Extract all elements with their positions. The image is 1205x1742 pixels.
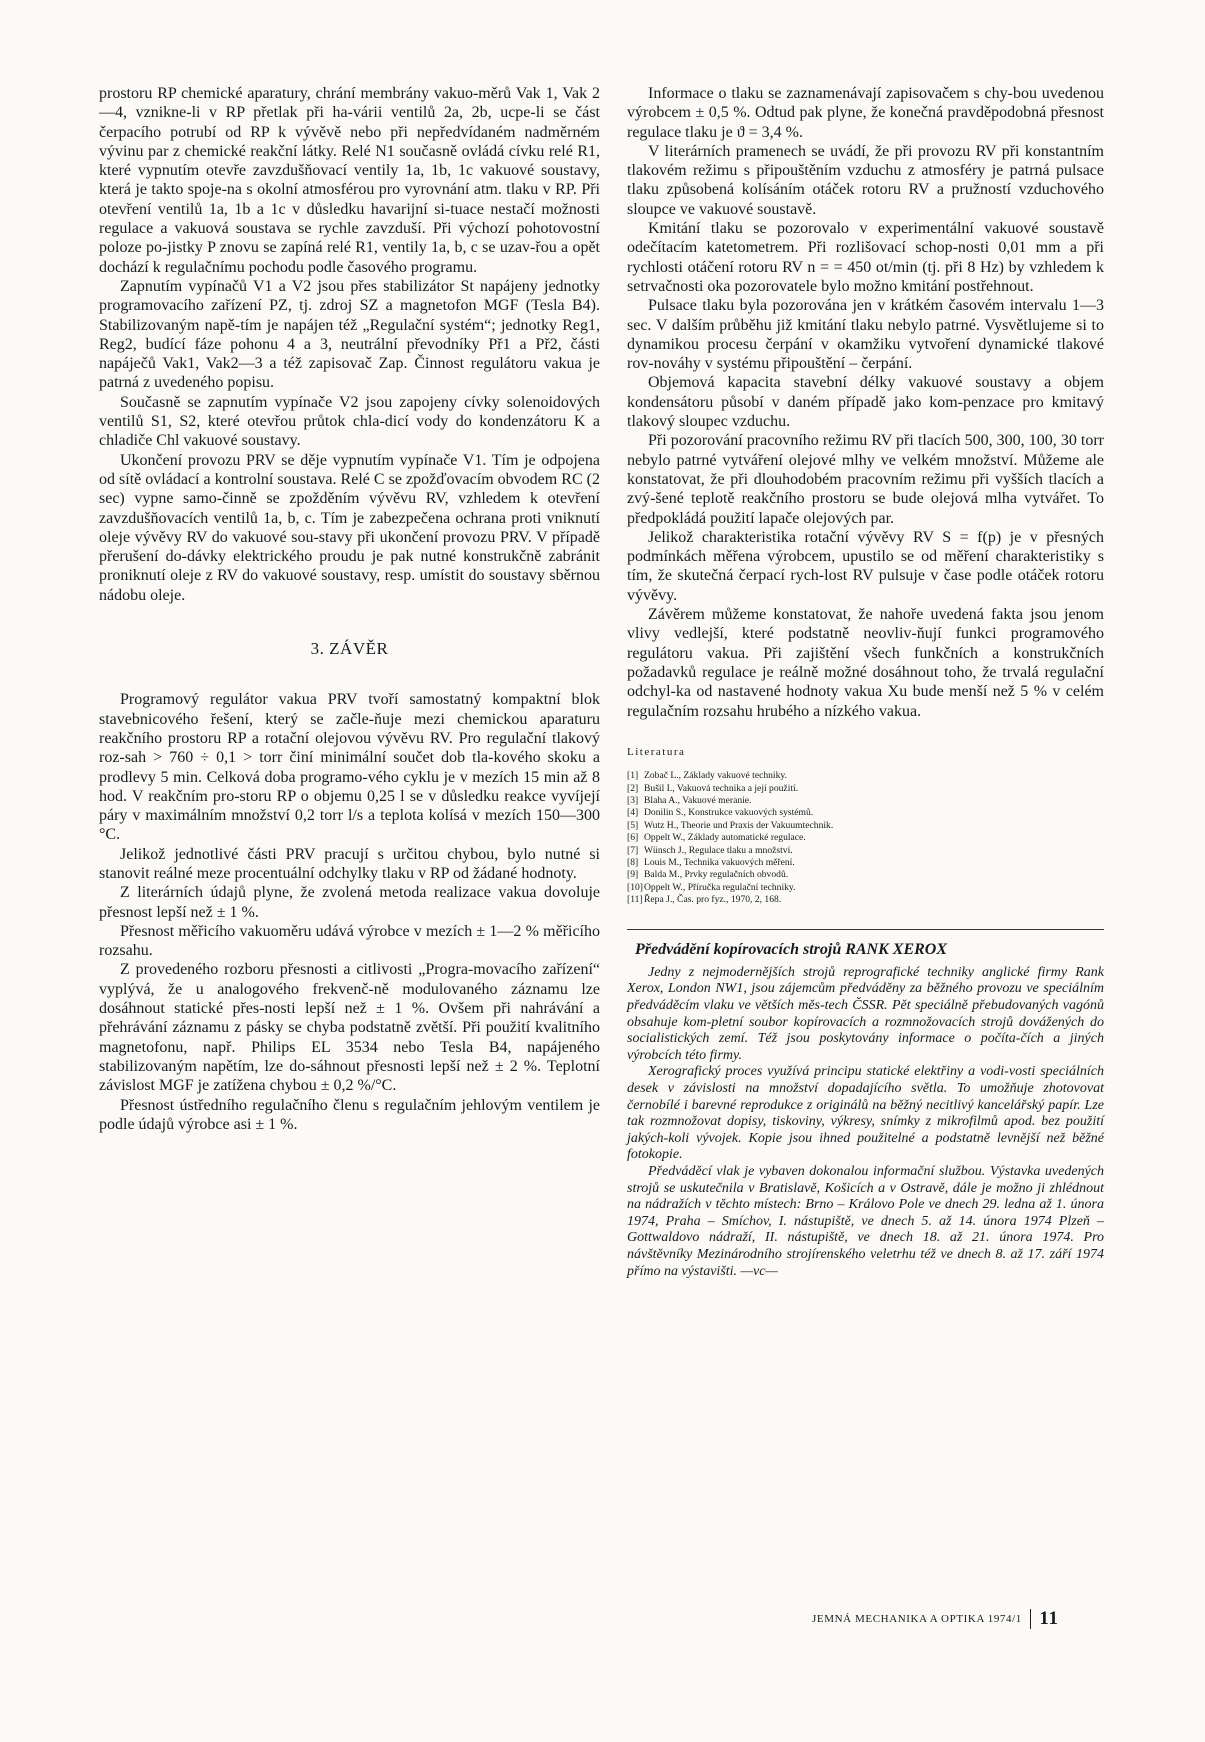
paragraph: Kmitání tlaku se pozorovalo v experimentální vakuové soustavě odečítacím katetometrem. Při rozlišovací schop-nosti 0,01 mm a při rychlosti otáčení rotoru RV n = = 450 ot/min (tj. při 8 Hz) by vzhledem k setrvačnosti oka pozorovatele bylo možno kmitání postřehnout. — [627, 220, 1104, 295]
reference-number: [3] — [627, 794, 639, 806]
paragraph: Jedny z nejmodernějších strojů reprografické techniky anglické firmy Rank Xerox, London NW1, jsou zájemcům předváděny za běžného provozu ve speciálním předváděcím vlaku ve větších měs-tech ČSSR. Pět speciálně přebudovaných vagónů obsahuje kom-pletní soubor kopírovacích a rozmnožovacích strojů dovážených do socialistických zemí. Též jsou poskytovány informace o počíta-čích a jiných výrobcích této firmy. — [627, 964, 1104, 1063]
reference-item — [627, 783, 1104, 795]
journal-name: JEMNÁ MECHANIKA A OPTIKA 1974/1 — [812, 1613, 1022, 1625]
paragraph: Při pozorování pracovního režimu RV při tlacích 500, 300, 100, 30 torr nebylo patrné vytváření olejové mlhy ve velkém množství. Můžeme ale konstatovat, že při dlouhodobém pracovním režimu při vyšších tlacích a zvý-šené teplotě reakčního prostoru se bude olejová mlha vytvářet. To předpokládá použití lapače olejových par. — [627, 432, 1104, 527]
right-column-text — [627, 84, 1104, 721]
paragraph: Xerografický proces využívá principu statické elektřiny a vodi-vosti speciálních desek v závislosti na množství dopadajícího světla. To umožňuje zhotovovat černobílé i barevné reprodukce z originálů na běžný necitlivý kancelářský papír. Lze tak rozmnožovat dopisy, tiskoviny, výkresy, snímky z mikrofilmů apod. bez použití jakých-koli vývojek. Kopie jsou ihned použitelné a podstatně levnější než běžné fotokopie. — [627, 1064, 1104, 1163]
right-column — [627, 84, 1104, 1280]
reference-number: [6] — [627, 832, 639, 844]
page-number: 11 — [1039, 1608, 1059, 1629]
paragraph: Pulsace tlaku byla pozorována jen v krátkém časovém intervalu 1—3 sec. V dalším průběhu již kmitání tlaku nebylo patrné. Vysvětlujeme si to dynamikou procesu čerpání v okamžiku vytvoření dynamické tlakové rov-nováhy v systému připouštění – čerpání. — [627, 297, 1104, 373]
reference-item — [627, 894, 1104, 906]
reference-number: [4] — [627, 807, 639, 819]
page-footer — [812, 1608, 1059, 1630]
reference-item — [627, 807, 1104, 819]
reference-number: [10] — [627, 881, 643, 893]
reference-item — [627, 845, 1104, 857]
paragraph: Zapnutím vypínačů V1 a V2 jsou přes stabilizátor St napájeny jednotky programovacího zařízení PZ, tj. zdroj SZ a magnetofon MGF (Tesla B4). Stabilizovaným napě-tím je napájen též „Regulační systém“; jednotky Reg1, Reg2, budící fáze pohonu 4 a 3, neutrální převodníky Př1 a Př2, části napáječů Vak1, Vak2—3 a též zapisovač Zap. Činnost regulátoru vakua je patrná z uvedeného popisu. — [99, 277, 600, 392]
intro-text — [99, 84, 600, 605]
paragraph: Přesnost měřicího vakuoměru udává výrobce v mezích ± 1—2 % měřicího rozsahu. — [99, 922, 600, 960]
reference-text: Řepa J., Čas. pro fyz., 1970, 2, 168. — [644, 894, 782, 906]
section-heading: 3. ZÁVĚR — [310, 639, 389, 659]
reference-item — [627, 869, 1104, 881]
reference-number: [5] — [627, 819, 639, 831]
paragraph: Objemová kapacita stavební délky vakuové soustavy a objem kondensátoru působí v daném případě jako kom-penzace pro kmitavý tlakový sloupec vzduchu. — [627, 374, 1104, 431]
announcement-title: Předvádění kopírovacích strojů RANK XEROX — [635, 940, 948, 958]
paragraph: Současně se zapnutím vypínače V2 jsou zapojeny cívky solenoidových ventilů S1, S2, které otevřou průtok chla-dicí vody do kondenzátoru K a chladiče Chl vakuové soustavy. — [99, 393, 600, 450]
reference-number: [7] — [627, 844, 639, 856]
reference-text: Oppelt W., Příručka regulační techniky. — [644, 881, 796, 893]
reference-item — [627, 795, 1104, 807]
paragraph: Jelikož jednotlivé části PRV pracují s určitou chybou, bylo nutné si stanovit reálné meze procentuální odchylky tlaku v RP od žádané hodnoty. — [99, 845, 600, 882]
reference-text: Blaha A., Vakuové meranie. — [644, 794, 752, 806]
reference-item — [627, 832, 1104, 844]
reference-text: Wünsch J., Regulace tlaku a množství. — [644, 844, 793, 856]
references-list — [627, 770, 1104, 906]
paragraph: Jelikož charakteristika rotační vývěvy RV S = f(p) je v přesných podmínkách měřena výrobcem, upustilo se od měření charakteristiky s tím, že skutečná čerpací rych-lost RV pulsuje v čase podle otáček rotoru vývěvy. — [627, 528, 1104, 604]
reference-text: Wutz H., Theorie und Praxis der Vakuumtechnik. — [644, 819, 834, 831]
conclusion-text — [99, 690, 600, 1134]
reference-number: [2] — [627, 782, 639, 794]
paragraph: Závěrem můžeme konstatovat, že nahoře uvedená fakta jsou jenom vlivy vedlejší, které podstatně neovliv-ňují funkci programového regulátoru vakua. Při zajištění všech funkčních a konstrukčních požadavků regulace je reálně možné dosáhnout toho, že trvalá regulační odchyl-ka od nastavené hodnoty vakua Xu bude menší než 5 % v celém regulačním rozsahu hrubého a nízkého vakua. — [627, 606, 1104, 720]
reference-text: Bušil I., Vakuová technika a její použití. — [644, 782, 799, 794]
left-column — [99, 84, 600, 1134]
reference-text: Louis M., Technika vakuových měření. — [644, 856, 795, 868]
reference-number: [9] — [627, 869, 639, 881]
reference-number: [11] — [627, 894, 643, 906]
footer-divider — [1030, 1609, 1032, 1629]
reference-text: Donilin S., Konstrukce vakuových systémů. — [644, 807, 814, 819]
paragraph: Z literárních údajů plyne, že zvolená metoda realizace vakua dovoluje přesnost lepší než ± 1 %. — [99, 884, 600, 921]
reference-text: Balda M., Prvky regulačních obvodů. — [644, 869, 789, 881]
reference-item — [627, 882, 1104, 894]
paragraph: Programový regulátor vakua PRV tvoří samostatný kompaktní blok stavebnicového řešení, který se začle-ňuje mezi chemickou aparaturu reakčního prostoru RP a rotační olejovou vývěvu RV. Pro regulační tlakový roz-sah > 760 ÷ 0,1 > torr činí minimální součet dob tla-kového skoku a prodlevy 5 min. Celková doba programo-vého cyklu je v mezích 15 min až 8 hod. V reakčním pro-storu RP o objemu 0,25 l se v důsledku reakce vyvíjejí páry v maximálním množství 0,2 torr l/s a teplota kolísá v mezích 150—300 °C. — [99, 691, 600, 844]
announcement-box — [627, 940, 1104, 1281]
paragraph: Z provedeného rozboru přesnosti a citlivosti „Progra-movacího zařízení“ vyplývá, že u analogového frekvenč-ně modulovaného záznamu lze dosáhnout statické přes-nosti lepší než ± 1 %. Ovšem při nahrávání a přehrávání záznamu z pásky se chyba podstatně zvětší. Při použití kvalitního magnetofonu, např. Philips EL 3534 nebo Tesla B4, napájeného stabilizovaným napětím, lze do-sáhnout přesnosti lepší než ± 2 %. Teplotní závislost MGF je zatížena chybou ± 0,2 %/°C. — [99, 961, 600, 1095]
paragraph: Předváděcí vlak je vybaven dokonalou informační službou. Výstavka uvedených strojů se uskutečnila v Bratislavě, Košicích a v Ostravě, dále je možno ji zhlédnout na nádražích v těchto místech: Brno – Královo Pole ve dnech 29. ledna až 1. února 1974, Praha – Smíchov, I. nástupiště, ve dnech 5. až 14. února 1974 Plzeň – Gottwaldovo nádraží, II. nástupiště, ve dnech 18. až 21. února 1974. Pro návštěvníky Mezinárodního strojírenského veletrhu též ve dnech 8. až 17. září 1974 přímo na výstavišti. —vc— — [627, 1163, 1104, 1279]
reference-number: [8] — [627, 856, 639, 868]
announcement-text — [627, 965, 1104, 1280]
reference-item — [627, 820, 1104, 832]
reference-item — [627, 857, 1104, 869]
paragraph: Ukončení provozu PRV se děje vypnutím vypínače V1. Tím je odpojena od sítě ovládací a kontrolní soustava. Relé C se zpožďovacím obvodem RC (2 sec) vypne samo-činně se zpožděním vývěvu RV, vzhledem k otevření zavzdušňovacích ventilů 1a, b, c. Tím je zabezpečena ochrana proti vniknutí oleje vývěvy RV do vakuové sou-stavy při ukončení provozu PRV. V případě přerušení do-dávky elektrického proudu je pak nutné konstrukčně zabránit proniknutí oleje z RV do vakuové soustavy, resp. umístit do soustavy sběrnou nádobu oleje. — [99, 451, 600, 604]
reference-text: Zobač L., Základy vakuové techniky. — [644, 770, 787, 782]
paragraph: Přesnost ústředního regulačního členu s regulačním jehlovým ventilem je podle údajů výrobce asi ± 1 %. — [99, 1096, 600, 1133]
reference-number: [1] — [627, 770, 639, 782]
reference-text: Oppelt W., Základy automatické regulace. — [644, 832, 806, 844]
reference-item — [627, 770, 1104, 782]
references-title: Literatura — [627, 745, 686, 758]
announcement-separator — [627, 929, 1104, 930]
paragraph: Informace o tlaku se zaznamenávají zapisovačem s chy-bou uvedenou výrobcem ± 0,5 %. Odtud pak plyne, že konečná pravděpodobná přesnost regulace tlaku je ϑ = 3,4 %. — [627, 85, 1104, 141]
paragraph: prostoru RP chemické aparatury, chrání membrány vakuo-měrů Vak 1, Vak 2—4, vznikne-li v RP přetlak při ha-várii ventilů 2a, 2b, ucpe-li se část čerpacího potrubí od RP k vývěvě nebo při nepředvídaném nadměrném vývinu par z chemické reakční látky. Relé N1 současně ovládá cívku relé R1, které vypnutím otevře zavzdušňovací ventily 1a, 1b, 1c vakuové soustavy, která je takto spoje-na s okolní atmosférou pro vyrovnání atm. tlaku v RP. Při otevření ventilů 1a, 1b a 1c v důsledku havarijní si-tuace nestačí možnosti regulace a vakuová soustava se rychle zavzduší. Při výchozí pohotovostní poloze po-jistky P znovu se zapíná relé R1, ventily 1a, b, c se uzav-řou a opět dochází k regulačnímu pochodu podle časového programu. — [99, 85, 600, 276]
paragraph: V literárních pramenech se uvádí, že při provozu RV při konstantním tlakovém režimu s připouštěním vzduchu z atmosféry je patrná pulsace tlaku způsobená kolísáním otáček rotoru RV a pružností vzduchového sloupce ve vakuové soustavě. — [627, 142, 1104, 218]
